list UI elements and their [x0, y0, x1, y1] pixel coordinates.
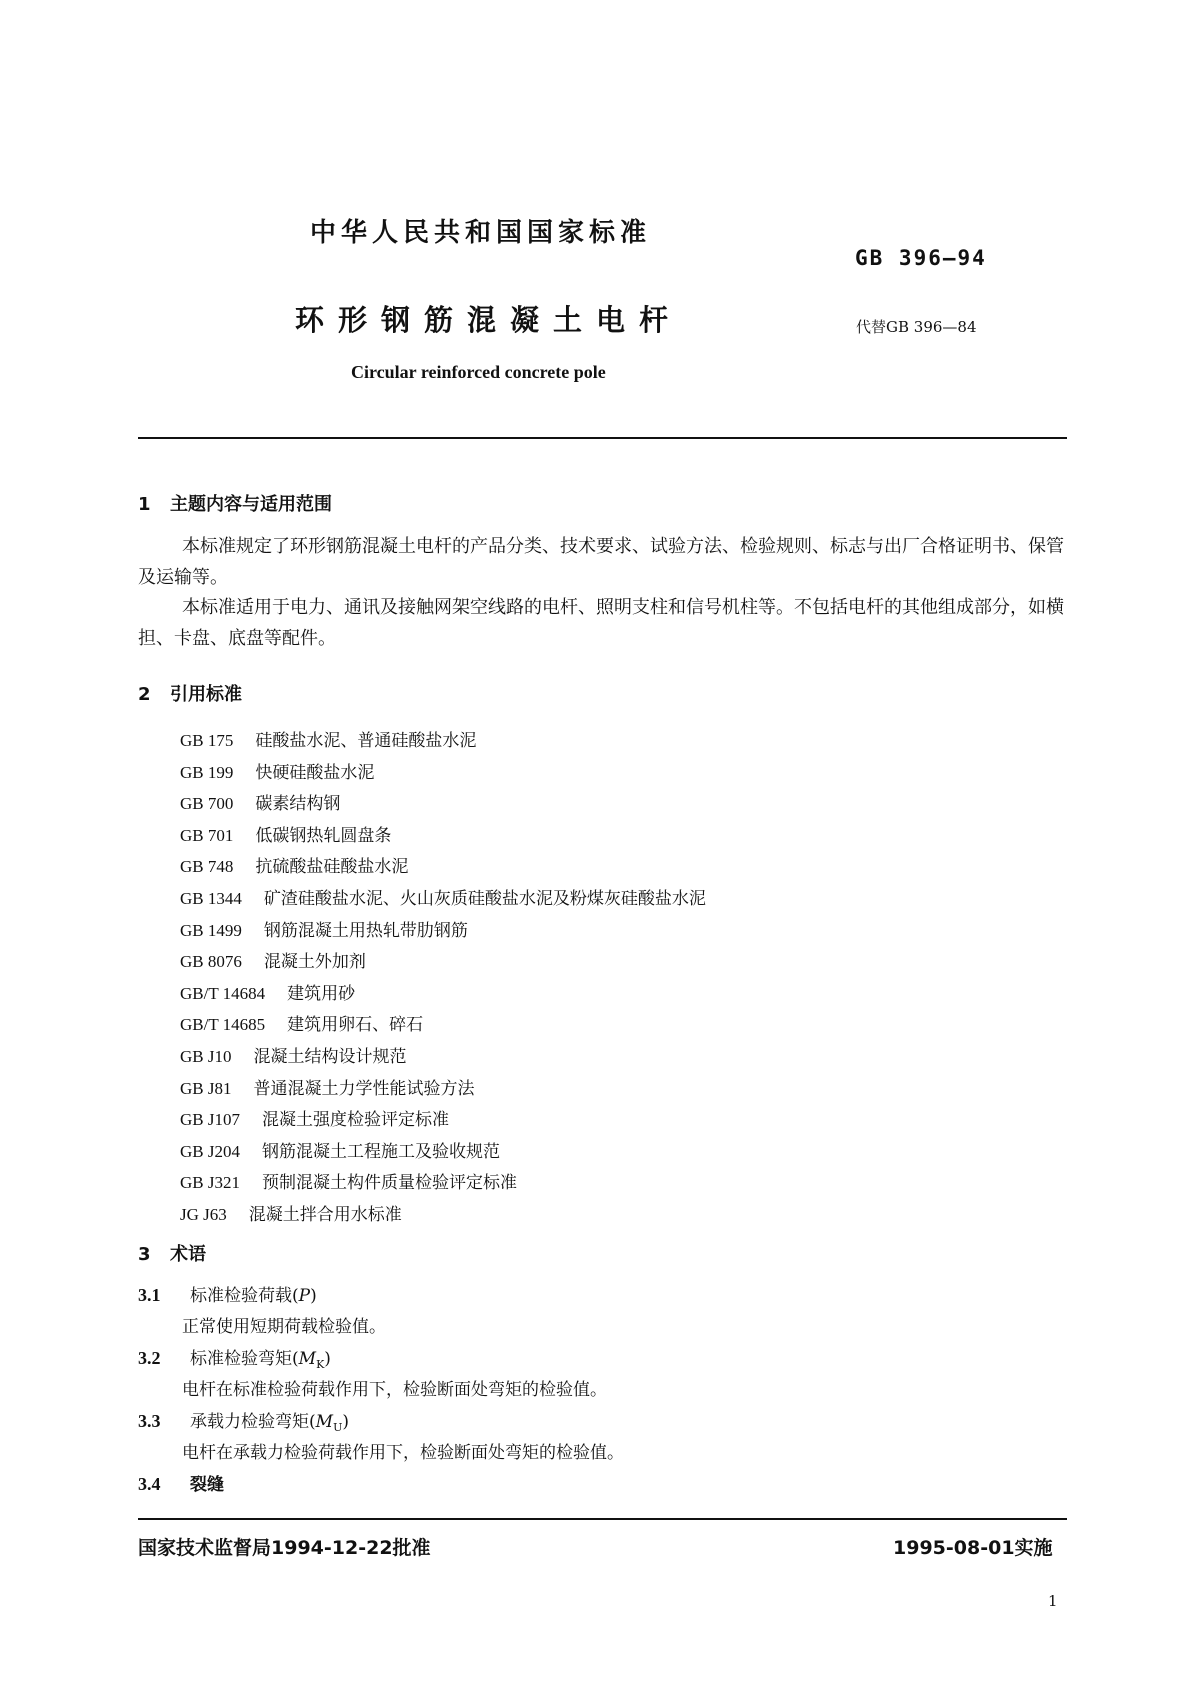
approval-note: 国家技术监督局1994-12-22批准 — [138, 1537, 431, 1559]
term-symbol-close: ) — [342, 1412, 349, 1432]
reference-item — [180, 978, 706, 1010]
reference-name: 混凝土结构设计规范 — [253, 1046, 407, 1067]
term-symbol-subscript: U — [333, 1421, 343, 1435]
reference-code: GB/T 14685 — [180, 1015, 266, 1035]
reference-item — [180, 820, 706, 852]
reference-item — [180, 1104, 706, 1136]
section-3-heading — [138, 1240, 206, 1266]
term-name: 标准检验弯矩 — [190, 1349, 292, 1369]
reference-code: GB 1499 — [180, 920, 242, 940]
reference-code: GB 748 — [180, 857, 234, 877]
reference-code: GB J81 — [180, 1078, 232, 1098]
page-number: 1 — [1048, 1592, 1058, 1610]
term-symbol: M — [315, 1412, 334, 1432]
reference-code: GB/T 14684 — [180, 983, 266, 1003]
reference-name: 抗硫酸盐硅酸盐水泥 — [255, 857, 409, 878]
reference-code: GB J204 — [180, 1141, 240, 1161]
reference-name: 快硬硅酸盐水泥 — [255, 762, 375, 783]
term-symbol-close: ) — [310, 1286, 317, 1306]
reference-code: JG J63 — [180, 1204, 227, 1224]
term-symbol-open: ( — [309, 1412, 316, 1432]
reference-code: GB J107 — [180, 1110, 240, 1130]
term-number: 3.3 — [138, 1411, 161, 1431]
term-symbol-open: ( — [292, 1349, 299, 1369]
term-number: 3.2 — [138, 1348, 161, 1368]
reference-name: 低碳钢热轧圆盘条 — [255, 825, 392, 846]
reference-name: 钢筋混凝土用热轧带肋钢筋 — [263, 920, 468, 941]
term-definition: 正常使用短期荷载检验值。 — [182, 1317, 386, 1337]
term-heading — [138, 1281, 317, 1306]
reference-item — [180, 757, 706, 789]
reference-item — [180, 851, 706, 883]
reference-item — [180, 1136, 706, 1168]
referenced-standards-list — [180, 725, 706, 1231]
reference-name: 建筑用砂 — [287, 983, 356, 1004]
replaces-note: 代替GB 396—84 — [856, 318, 977, 336]
section-1-number: 1 — [138, 494, 151, 515]
document-title: 环形钢筋混凝土电杆 — [295, 303, 683, 337]
term-heading — [138, 1470, 224, 1495]
effective-date: 1995-08-01实施 — [893, 1537, 1053, 1559]
reference-name: 混凝土外加剂 — [263, 952, 366, 973]
reference-item — [180, 946, 706, 978]
reference-code: GB J10 — [180, 1046, 232, 1066]
section-2-title: 引用标准 — [170, 684, 242, 705]
reference-code: GB 700 — [180, 794, 234, 814]
term-symbol: M — [298, 1349, 317, 1369]
reference-item — [180, 788, 706, 820]
term-symbol-close: ) — [324, 1349, 331, 1369]
term-heading — [138, 1344, 331, 1371]
reference-item — [180, 1041, 706, 1073]
reference-item — [180, 883, 706, 915]
reference-name: 钢筋混凝土工程施工及验收规范 — [261, 1141, 500, 1162]
reference-code: GB J321 — [180, 1173, 240, 1193]
term-number: 3.4 — [138, 1474, 161, 1494]
reference-name: 建筑用卵石、碎石 — [287, 1015, 424, 1036]
term-name: 承载力检验弯矩 — [190, 1412, 309, 1432]
reference-code: GB 1344 — [180, 888, 242, 908]
reference-item — [180, 1073, 706, 1105]
standard-code: GB 396—94 — [855, 246, 987, 270]
section-2-heading — [138, 680, 242, 706]
standard-category-title: 中华人民共和国国家标准 — [310, 218, 652, 248]
section-3-title: 术语 — [170, 1244, 206, 1265]
reference-item — [180, 915, 706, 947]
term-symbol-subscript: K — [316, 1358, 325, 1372]
header-divider — [138, 437, 1067, 439]
reference-name: 硅酸盐水泥、普通硅酸盐水泥 — [255, 731, 477, 751]
reference-name: 普通混凝土力学性能试验方法 — [253, 1078, 475, 1099]
reference-code: GB 175 — [180, 731, 234, 750]
reference-item — [180, 1167, 706, 1199]
section-1-title: 主题内容与适用范围 — [170, 494, 332, 515]
reference-name: 混凝土强度检验评定标准 — [261, 1110, 449, 1131]
reference-name: 预制混凝土构件质量检验评定标准 — [261, 1173, 517, 1194]
reference-code: GB 701 — [180, 825, 234, 845]
term-name: 裂缝 — [190, 1475, 224, 1495]
reference-item — [180, 725, 706, 757]
reference-item — [180, 1199, 706, 1231]
reference-code: GB 199 — [180, 762, 234, 782]
reference-code: GB 8076 — [180, 952, 242, 972]
term-symbol-open: ( — [292, 1286, 299, 1306]
footer-divider — [138, 1518, 1067, 1520]
term-number: 3.1 — [138, 1285, 161, 1305]
term-symbol: P — [298, 1286, 311, 1306]
section-1-paragraph: 本标准规定了环形钢筋混凝土电杆的产品分类、技术要求、试验方法、检验规则、标志与出厂合格证明书、保管及运输等。 — [138, 536, 1064, 588]
reference-name: 矿渣硅酸盐水泥、火山灰质硅酸盐水泥及粉煤灰硅酸盐水泥 — [263, 888, 706, 909]
term-name: 标准检验荷载 — [190, 1286, 292, 1306]
section-3-number: 3 — [138, 1244, 151, 1265]
section-2-number: 2 — [138, 684, 151, 705]
term-definition: 电杆在标准检验荷载作用下，检验断面处弯矩的检验值。 — [182, 1380, 607, 1400]
reference-name: 混凝土拌合用水标准 — [248, 1204, 402, 1225]
term-heading — [138, 1407, 349, 1434]
reference-name: 碳素结构钢 — [255, 794, 341, 815]
reference-item — [180, 1009, 706, 1041]
term-definition: 电杆在承载力检验荷载作用下，检验断面处弯矩的检验值。 — [182, 1443, 624, 1463]
section-1-paragraph: 本标准适用于电力、通讯及接触网架空线路的电杆、照明支柱和信号机柱等。不包括电杆的其他组成部分，如横担、卡盘、底盘等配件。 — [138, 597, 1064, 649]
english-title: Circular reinforced concrete pole — [351, 362, 606, 382]
section-1-heading — [138, 490, 332, 516]
